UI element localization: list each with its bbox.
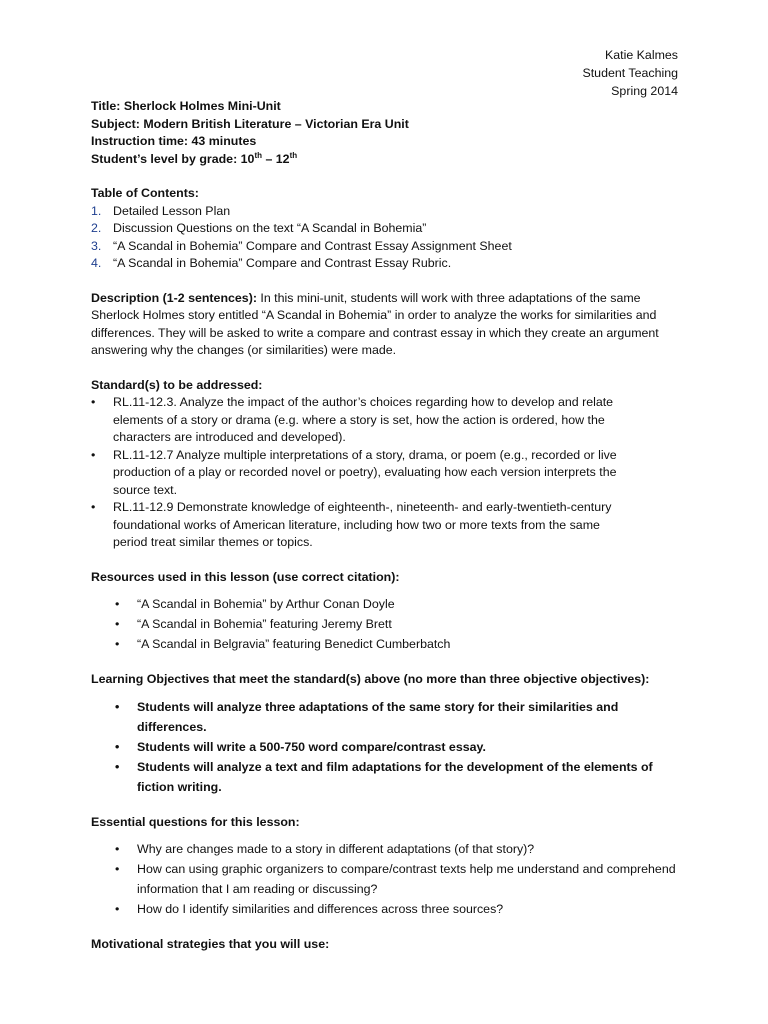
grade-level: Student’s level by grade: 10th – 12th: [91, 150, 298, 166]
essential-questions-list: [91, 839, 681, 919]
question-item: • How do I identify similarities and differences across three sources?: [115, 902, 504, 916]
description-paragraph: Description (1-2 sentences): In this mini-unit, students will work with three adaptations of the same Sherlock Holmes story entitled “A Scandal in Bohemia” in order to analyze the works for similarities and differences. They will be asked to write a compare and contrast essay in which they create an argument answering why the changes (or similarities) were made.: [91, 290, 659, 357]
author-header: [582, 46, 678, 100]
resources-list: [91, 594, 681, 654]
standards-list: [91, 394, 681, 552]
question-item: • How can using graphic organizers to compare/contrast texts help me understand and comprehend information that I am reading or discussing?: [115, 862, 676, 896]
instruction-time: Instruction time: 43 minutes: [91, 134, 257, 148]
toc-item: 4. “A Scandal in Bohemia” Compare and Contrast Essay Rubric.: [91, 256, 452, 270]
lesson-plan-body: [91, 98, 681, 954]
objectives-heading: Learning Objectives that meet the standard(s) above (no more than three objective objectives):: [91, 672, 650, 686]
resources-heading: Resources used in this lesson (use correct citation):: [91, 569, 400, 584]
objective-item: • Students will analyze three adaptations of the same story for their similarities and differences.: [115, 699, 619, 734]
standard-item: • RL.11-12.9 Demonstrate knowledge of eighteenth-, nineteenth- and early-twentieth-century foundational works of American literature, including how two or more texts from the same period treat similar themes or topics.: [91, 500, 612, 549]
table-of-contents: [91, 203, 681, 273]
question-item: • Why are changes made to a story in different adaptations (of that story)?: [115, 842, 535, 856]
standards-heading: Standard(s) to be addressed:: [91, 377, 263, 392]
author-role: Student Teaching: [582, 66, 678, 80]
toc-item: 2. Discussion Questions on the text “A Scandal in Bohemia”: [91, 221, 427, 235]
resource-item: • “A Scandal in Belgravia” featuring Benedict Cumberbatch: [115, 637, 451, 651]
toc-item: 3. “A Scandal in Bohemia” Compare and Contrast Essay Assignment Sheet: [91, 238, 512, 253]
motivational-heading: Motivational strategies that you will use:: [91, 937, 330, 951]
standard-item: • RL.11-12.3. Analyze the impact of the author’s choices regarding how to develop and relate elements of a story or drama (e.g. where a story is set, how the action is ordered, how the characters are introduced and developed).: [91, 395, 614, 444]
essential-questions-heading: Essential questions for this lesson:: [91, 814, 300, 829]
objective-item: • Students will analyze a text and film adaptations for the development of the elements of fiction writing.: [115, 759, 653, 794]
resource-item: • “A Scandal in Bohemia” by Arthur Conan Doyle: [115, 597, 395, 611]
objective-item: • Students will write a 500-750 word compare/contrast essay.: [115, 739, 486, 754]
lesson-title: Title: Sherlock Holmes Mini-Unit: [91, 99, 281, 113]
standard-item: • RL.11-12.7 Analyze multiple interpretations of a story, drama, or poem (e.g., recorded or live production of a play or recorded novel or poetry), evaluating how each version interprets the source text.: [91, 447, 617, 497]
author-name: Katie Kalmes: [604, 48, 678, 62]
objectives-list: [91, 697, 681, 797]
toc-heading: Table of Contents:: [91, 186, 199, 200]
resource-item: • “A Scandal in Bohemia” featuring Jeremy Brett: [115, 617, 392, 631]
toc-item: 1. Detailed Lesson Plan: [91, 203, 231, 218]
lesson-subject: Subject: Modern British Literature – Victorian Era Unit: [91, 116, 409, 131]
author-term: Spring 2014: [611, 84, 678, 98]
